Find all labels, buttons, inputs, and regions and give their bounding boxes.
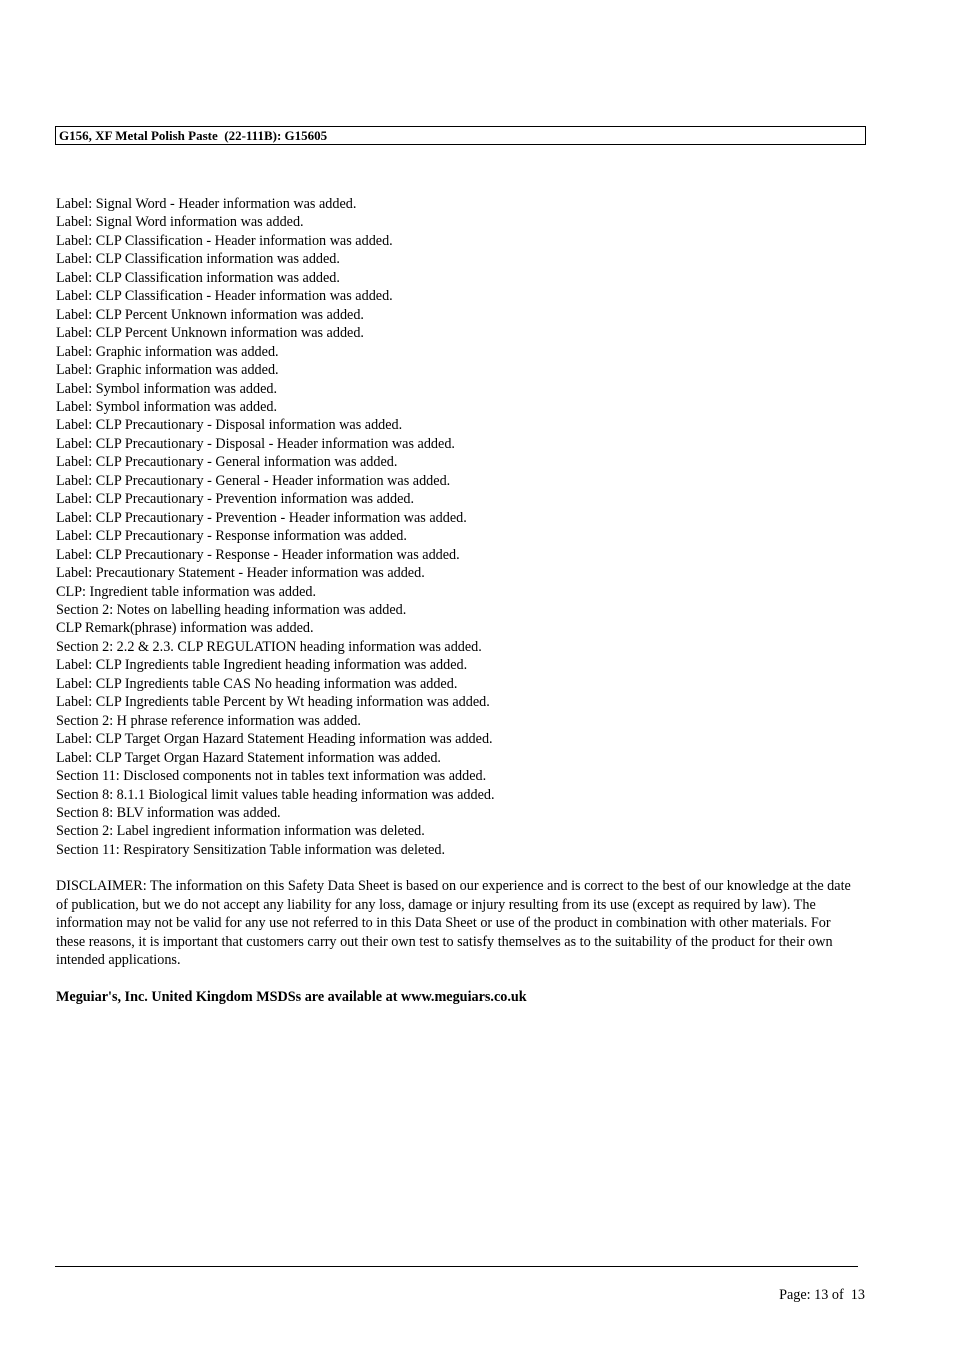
revision-line: Label: CLP Precautionary - Response information was added. — [56, 528, 407, 545]
revision-line: Label: CLP Precautionary - Disposal - Header information was added. — [56, 435, 455, 452]
revision-line: Label: CLP Precautionary - Prevention information was added. — [56, 491, 415, 508]
revision-line: Label: CLP Percent Unknown information was added. — [56, 325, 364, 342]
revision-line: Label: CLP Classification information was added. — [56, 251, 340, 268]
revision-line: Label: CLP Classification - Header information was added. — [56, 288, 393, 305]
product-title: G156, XF Metal Polish Paste (22-111B): G15605 — [59, 128, 328, 143]
revision-line: Label: CLP Ingredients table Ingredient heading information was added. — [56, 657, 468, 674]
revision-line: Label: CLP Ingredients table CAS No heading information was added. — [56, 675, 458, 692]
revision-line: Section 2: Label ingredient information information was deleted. — [56, 823, 425, 840]
revision-line: Label: Signal Word - Header information was added. — [56, 196, 357, 212]
disclaimer-text: DISCLAIMER: The information on this Safety Data Sheet is based on our experience and is correct to the best of our knowledge at the date of publication, but we do not accept any liability for any loss, damage or injury resulting from its use (except as required by law). The information may not be valid for any use not referred to in this Data Sheet or use of the product in combination with other materials. For these reasons, it is important that customers carry out their own test to satisfy themselves as to the suitability of the product for their own intended applications. — [56, 878, 851, 969]
revision-line: Label: CLP Target Organ Hazard Statement information was added. — [56, 749, 441, 766]
revision-line: Label: CLP Precautionary - General - Header information was added. — [56, 472, 451, 489]
revision-line: Label: CLP Precautionary - Prevention - Header information was added. — [56, 509, 467, 526]
revision-line: Label: Graphic information was added. — [56, 343, 279, 360]
revision-line: Label: CLP Precautionary - Response - Header information was added. — [56, 546, 460, 563]
revision-line: Label: CLP Precautionary - General information was added. — [56, 454, 398, 471]
revision-line: Label: CLP Precautionary - Disposal information was added. — [56, 417, 403, 434]
revision-line: Label: CLP Target Organ Hazard Statement Heading information was added. — [56, 731, 493, 748]
revision-line: Section 8: BLV information was added. — [56, 804, 281, 821]
revision-line: Section 2: Notes on labelling heading information was added. — [56, 601, 407, 618]
revision-history-list — [56, 195, 495, 859]
msds-availability-note: Meguiar's, Inc. United Kingdom MSDSs are available at www.meguiars.co.uk — [56, 989, 527, 1005]
revision-line: Label: CLP Classification information was added. — [56, 269, 340, 286]
revision-line: Section 11: Respiratory Sensitization Table information was deleted. — [56, 841, 446, 858]
revision-line: Label: Precautionary Statement - Header information was added. — [56, 565, 425, 582]
revision-line: Label: CLP Percent Unknown information was added. — [56, 306, 364, 323]
revision-line: CLP Remark(phrase) information was added. — [56, 620, 314, 637]
document-header — [55, 126, 866, 145]
revision-line: Label: Symbol information was added. — [56, 398, 278, 415]
revision-line: Label: Graphic information was added. — [56, 362, 279, 379]
revision-line: Section 8: 8.1.1 Biological limit values table heading information was added. — [56, 786, 495, 803]
revision-line: Section 2: H phrase reference information was added. — [56, 712, 361, 729]
revision-line: Section 11: Disclosed components not in tables text information was added. — [56, 768, 487, 785]
footer-divider — [55, 1266, 858, 1267]
revision-line: CLP: Ingredient table information was added. — [56, 583, 317, 600]
page-number: Page: 13 of 13 — [779, 1287, 865, 1303]
revision-line: Section 2: 2.2 & 2.3. CLP REGULATION heading information was added. — [56, 638, 482, 655]
revision-line: Label: CLP Ingredients table Percent by Wt heading information was added. — [56, 694, 490, 711]
revision-line: Label: Signal Word information was added. — [56, 214, 304, 231]
revision-line: Label: Symbol information was added. — [56, 380, 278, 397]
revision-line: Label: CLP Classification - Header information was added. — [56, 232, 393, 249]
